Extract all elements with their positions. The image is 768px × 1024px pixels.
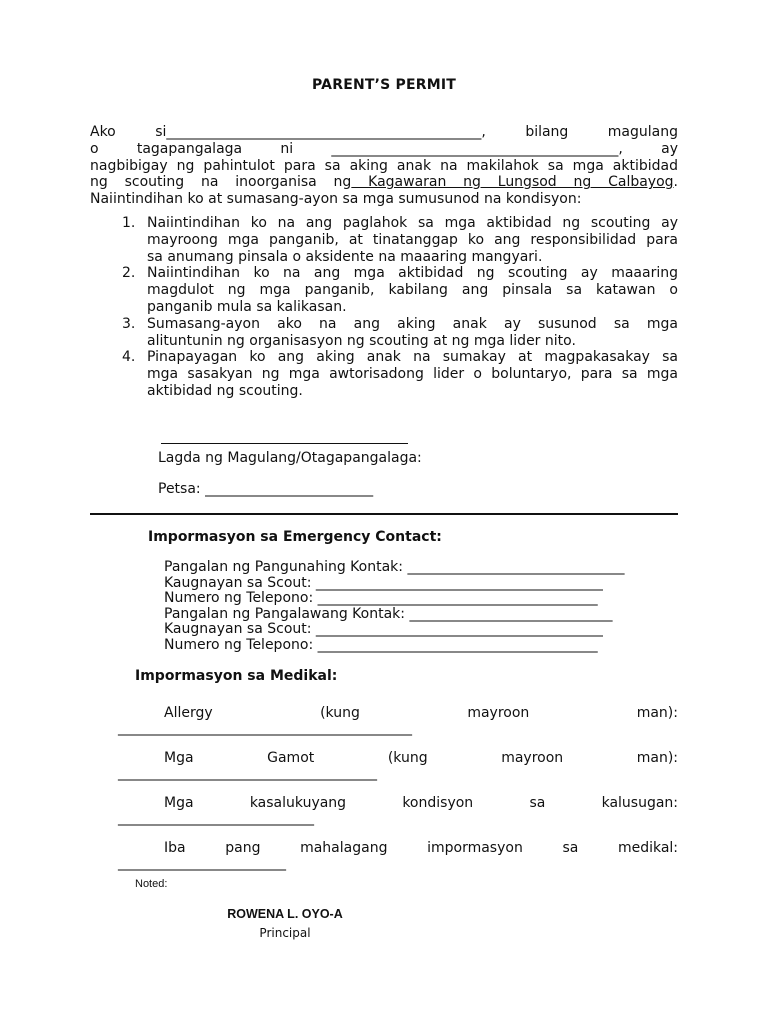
intro-line-2: o tagapangalaga ni _________________________________________, ay — [90, 140, 679, 157]
intro-line-4: ng scouting na inoorganisa ng Kagawaran ng Lungsod ng Calbayog. — [90, 174, 678, 191]
health-conditions-field[interactable]: Mga kasalukuyang kondisyon sa kalusugan: ____________________________ — [118, 795, 679, 826]
other-medical-info-field[interactable]: Iba pang mahalagang impormasyon sa medikal: ________________________ — [118, 840, 679, 871]
signature-line[interactable] — [161, 443, 408, 444]
primary-relationship-field[interactable]: Kaugnayan sa Scout: _________________________________________ — [164, 574, 603, 591]
conditions-list — [122, 215, 678, 400]
date-field[interactable]: Petsa: ________________________ — [158, 481, 374, 497]
noted-label: Noted: — [135, 878, 168, 890]
medications-field[interactable]: Mga Gamot (kung mayroon man): _____________________________________ — [118, 750, 679, 781]
medical-fields — [118, 706, 678, 886]
primary-phone-field[interactable]: Numero ng Telepono: ________________________________________ — [164, 590, 598, 606]
intro-line-3: nagbibigay ng pahintulot para sa aking anak na makilahok sa mga aktibidad — [90, 157, 678, 174]
principal-name: ROWENA L. OYO-A — [227, 907, 343, 921]
condition-item: 1. Naiintindihan ko na ang paglahok sa mga aktibidad ng scouting ay mayroong mga panganib, at tinatanggap ko ang responsibilidad para sa anumang pinsala o aksidente na maaaring mangyari. — [122, 215, 678, 265]
intro-paragraph — [90, 124, 678, 208]
condition-item: 3. Sumasang-ayon ako na ang aking anak ay susunod sa mga alituntunin ng organisasyon ng scouting at ng mga lider nito. — [122, 315, 678, 349]
signature-label: Lagda ng Magulang/Otagapangalaga: — [158, 450, 422, 466]
organization-name: Kagawaran ng Lungsod ng Calbayog — [351, 174, 674, 191]
document-title: PARENT’S PERMIT — [312, 77, 456, 93]
intro-line-5: Naiintindihan ko at sumasang-ayon sa mga sumusunod na kondisyon: — [90, 191, 582, 208]
primary-contact-name-field[interactable]: Pangalan ng Pangunahing Kontak: _______________________________ — [164, 559, 625, 575]
secondary-relationship-field[interactable]: Kaugnayan sa Scout: _________________________________________ — [164, 621, 603, 637]
intro-line-1: Ako si_____________________________________________, bilang magulang — [90, 124, 678, 140]
emergency-fields — [164, 560, 624, 653]
condition-item: 4. Pinapayagan ko ang aking anak na sumakay at magpakasakay sa mga sasakyan ng mga awtorisadong lider o boluntaryo, para sa mga aktibidad ng scouting. — [122, 349, 678, 399]
emergency-heading: Impormasyon sa Emergency Contact: — [148, 529, 442, 545]
principal-title: Principal — [259, 926, 311, 940]
section-divider — [90, 513, 678, 515]
secondary-contact-name-field[interactable]: Pangalan ng Pangalawang Kontak: _____________________________ — [164, 605, 613, 622]
medical-heading: Impormasyon sa Medikal: — [135, 668, 338, 684]
condition-item: 2. Naiintindihan ko na ang mga aktibidad ng scouting ay maaaring magdulot ng mga panganib, kabilang ang pinsala sa katawan o panganib mula sa kalikasan. — [122, 265, 678, 315]
secondary-phone-field[interactable]: Numero ng Telepono: ________________________________________ — [164, 636, 598, 653]
allergy-field[interactable]: Allergy (kung mayroon man): __________________________________________ — [118, 705, 678, 736]
